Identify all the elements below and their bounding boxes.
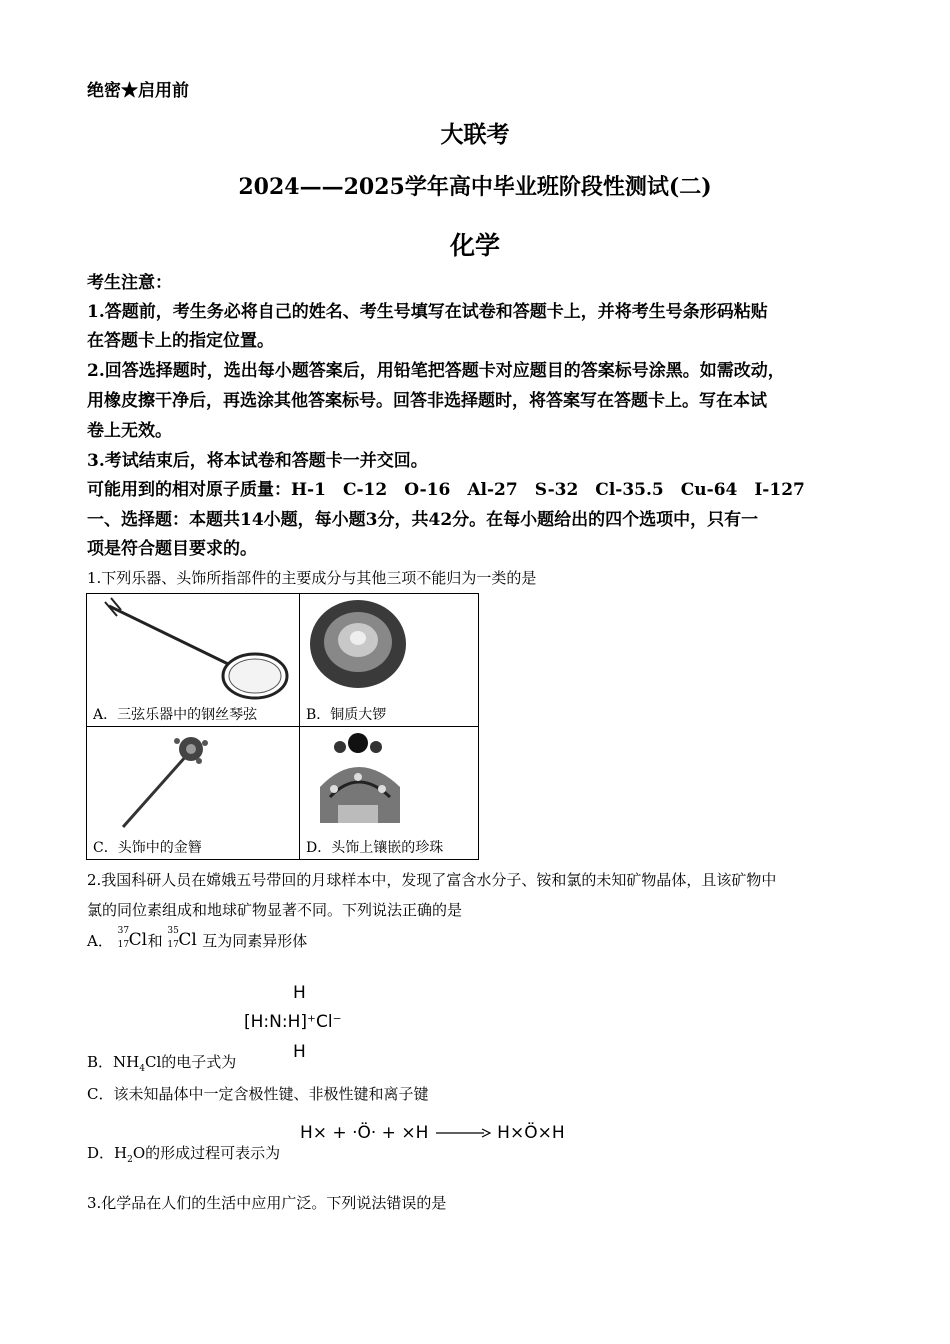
q3-stem: 3.化学品在人们的生活中应用广泛。下列说法错误的是	[87, 1194, 447, 1212]
nh4-h-bottom: H	[293, 1042, 306, 1062]
notice-1b: 在答题卡上的指定位置。	[87, 331, 274, 351]
confidential-label: 绝密★启用前	[87, 81, 189, 101]
q2-option-b: B．$NH_4Cl$的电子式为	[87, 1053, 237, 1074]
q1-stem: 1.下列乐器、头饰所指部件的主要成分与其他三项不能归为一类的是	[87, 569, 537, 587]
notice-2a: 2.回答选择题时，选出每小题答案后，用铅笔把答题卡对应题目的答案标号涂黑。如需改动，	[87, 361, 785, 381]
hairpin-image	[87, 727, 299, 837]
nh4cl-electron-formula: [H:N:H]⁺Cl⁻	[244, 1012, 342, 1032]
subject-title: 化学	[449, 231, 500, 260]
h2o-formation-process: H× + ·Ö· + ×H H×Ö×H	[300, 1123, 565, 1143]
exam-name: 大联考	[440, 121, 510, 148]
q2-stem-2: 氯的同位素组成和地球矿物显著不同。下列说法正确的是	[87, 901, 463, 919]
atomic-masses: 可能用到的相对原子质量：H-1 C-12 O-16 Al-27 S-32 Cl-35.5 Cu-64 I-127	[87, 480, 805, 500]
q2-option-a: A． 37 17 Cl 和 35 17 Cl 互为同素异形体	[87, 926, 308, 950]
q2-option-d: D．$H_2O$的形成过程可表示为	[87, 1144, 281, 1165]
nh4-h-top: H	[293, 983, 306, 1003]
q1-option-a: A．三弦乐器中的钢丝琴弦	[93, 707, 258, 723]
notice-heading: 考生注意：	[87, 273, 172, 293]
exam-title: 2024——2025学年高中毕业班阶段性测试(二)	[238, 174, 712, 200]
sanxian-image	[87, 594, 299, 704]
section1-line1: 一、选择题：本题共14小题，每小题3分，共42分。在每小题给出的四个选项中，只有一	[87, 510, 759, 530]
notice-2c: 卷上无效。	[87, 421, 172, 441]
headdress-image	[300, 727, 478, 837]
notice-3: 3.考试结束后，将本试卷和答题卡一并交回。	[87, 451, 428, 471]
q2-option-c: C．该未知晶体中一定含极性键、非极性键和离子键	[87, 1085, 429, 1103]
q1-option-d: D．头饰上镶嵌的珍珠	[306, 840, 444, 856]
q2-stem-1: 2.我国科研人员在嫦娥五号带回的月球样本中，发现了富含水分子、铵和氯的未知矿物晶体，且该矿物中	[87, 871, 777, 889]
notice-2b: 用橡皮擦干净后，再选涂其他答案标号。回答非选择题时，将答案写在答题卡上。写在本试	[87, 391, 767, 411]
section1-line2: 项是符合题目要求的。	[87, 539, 257, 559]
gong-image	[300, 594, 478, 704]
q1-option-c: C．头饰中的金簪	[93, 840, 202, 856]
notice-1a: 1.答题前，考生务必将自己的姓名、考生号填写在试卷和答题卡上，并将考生号条形码粘贴	[87, 302, 768, 322]
q1-option-b: B．铜质大锣	[306, 707, 387, 723]
q1-options-table	[86, 593, 479, 860]
